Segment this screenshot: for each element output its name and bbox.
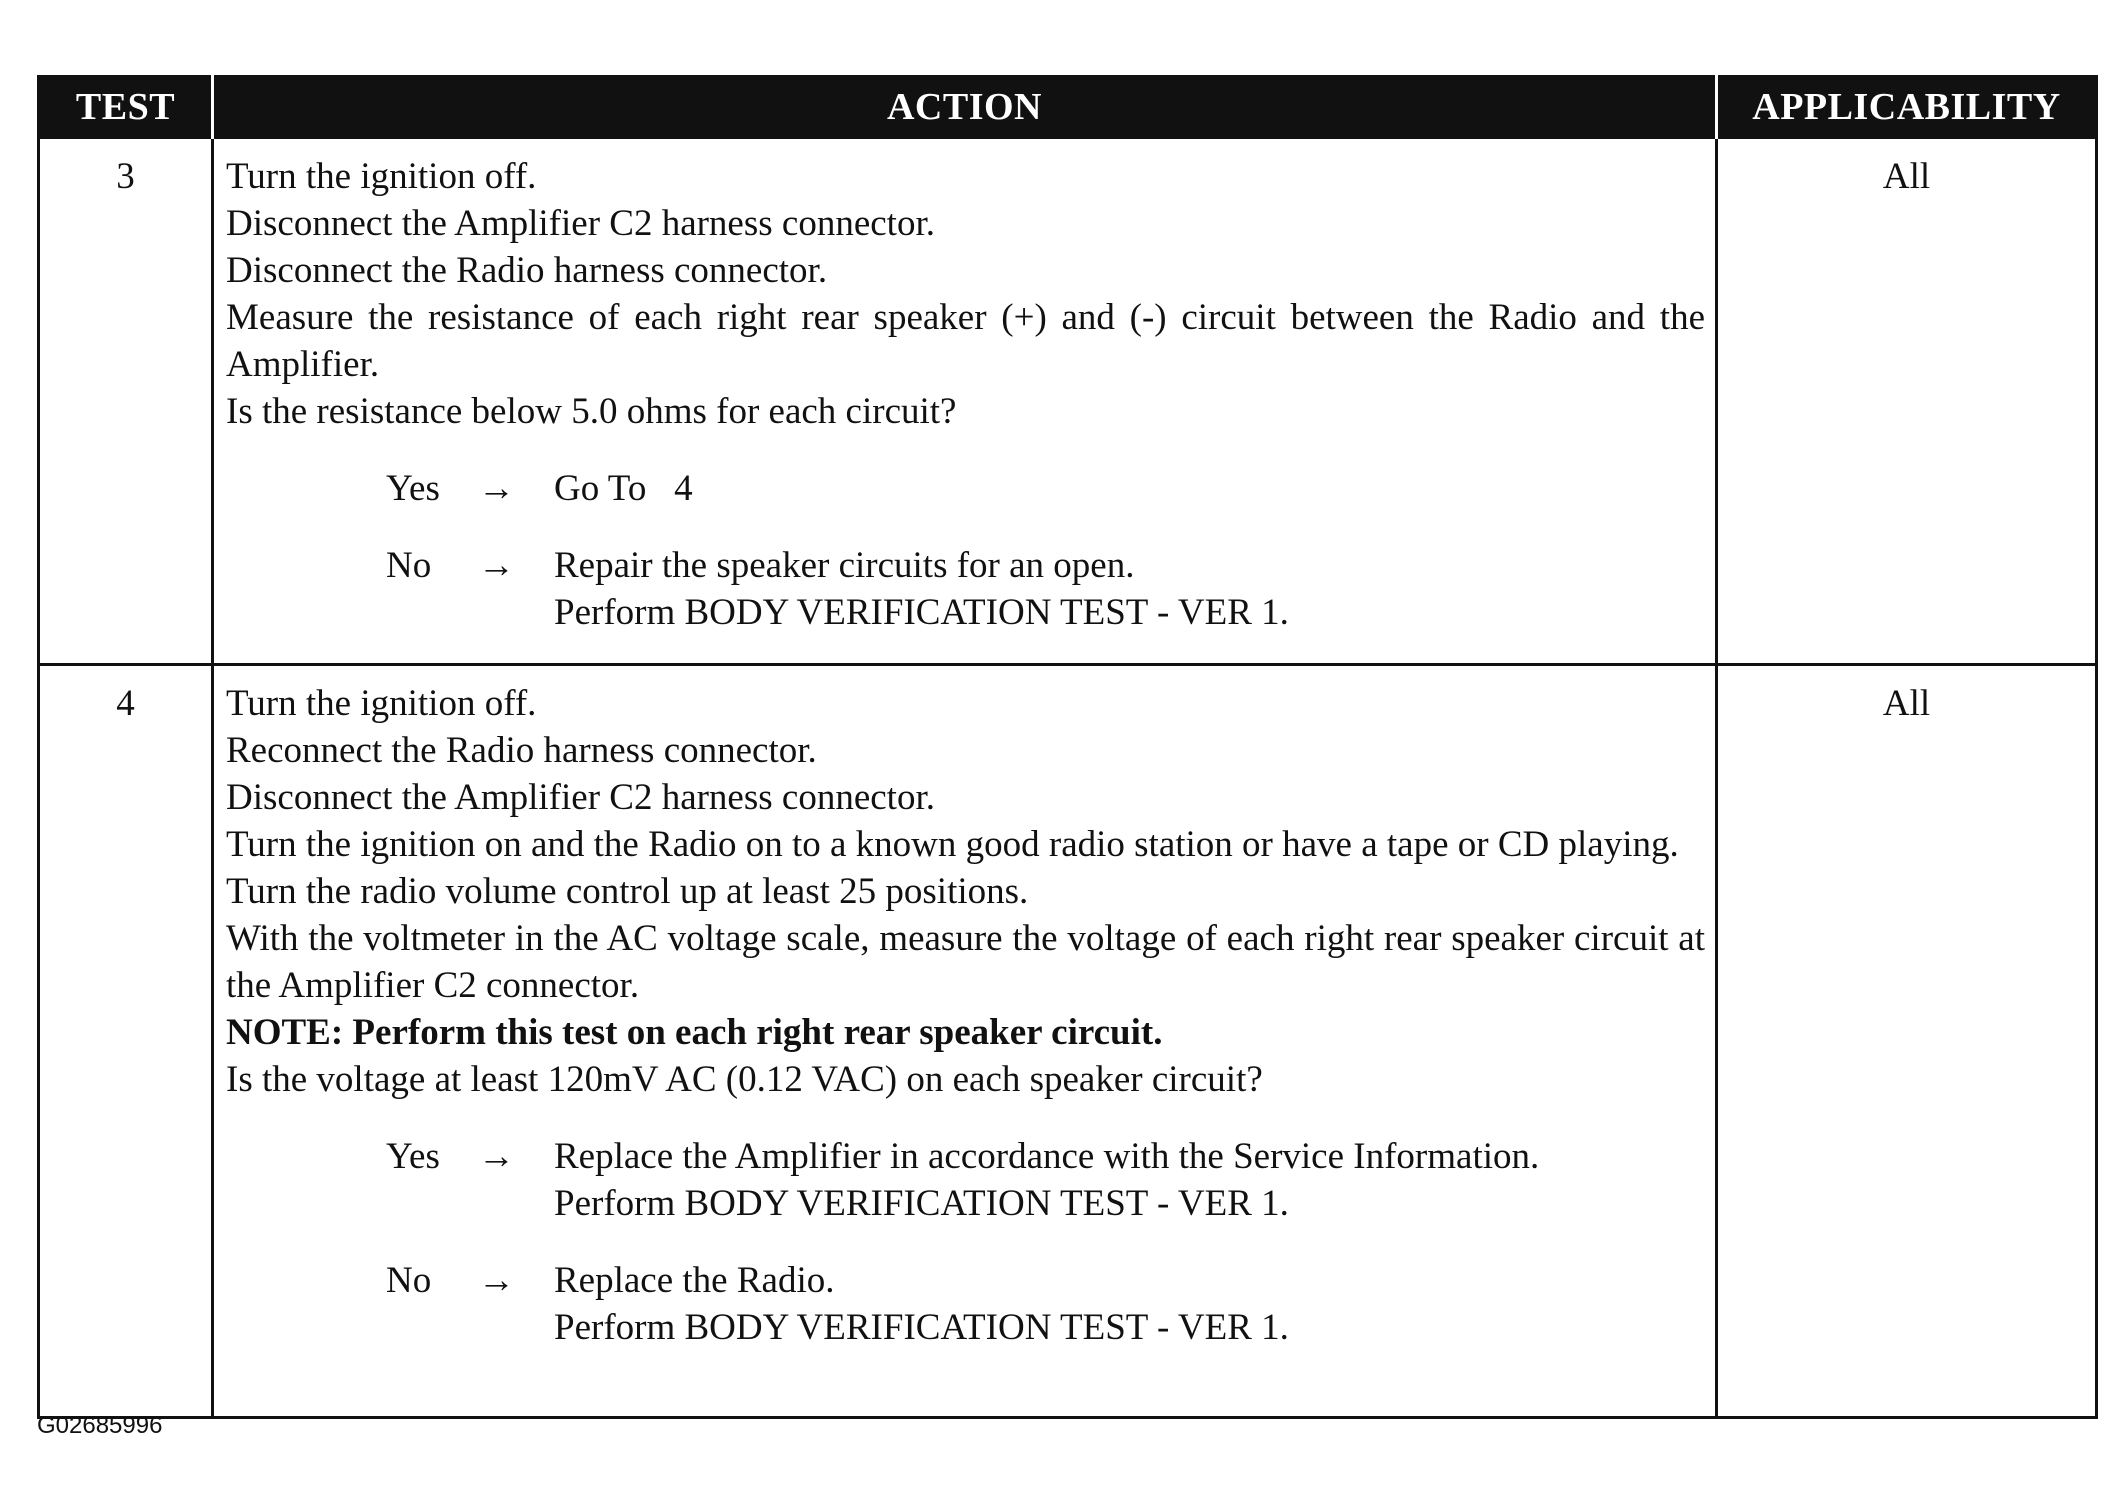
header-test: TEST — [39, 77, 213, 138]
outcome-yes — [386, 465, 1705, 512]
outcome-no-label: No — [386, 545, 432, 586]
action-step: Disconnect the Radio harness connector. — [226, 250, 828, 291]
outcome-line: Perform BODY VERIFICATION TEST - VER 1. — [554, 1307, 1289, 1348]
outcome-no-text — [554, 1257, 1705, 1351]
outcome-no-label: No — [386, 1260, 432, 1301]
table-row-test-4 — [39, 665, 2097, 1418]
outcome-line: Replace the Amplifier in accordance with the Service Information. — [554, 1136, 1540, 1177]
figure-id: G02685996 — [37, 1412, 163, 1439]
action-question: Is the voltage at least 120mV AC (0.12 VAC) on each speaker circuit? — [226, 1059, 1263, 1100]
action-step: Turn the ignition off. — [226, 156, 537, 197]
right-arrow-icon: → — [478, 468, 515, 509]
applicability-value: All — [1717, 665, 2097, 1418]
action-step: Disconnect the Amplifier C2 harness connector. — [226, 777, 935, 818]
header-action: ACTION — [213, 77, 1717, 138]
action-step: Turn the ignition off. — [226, 683, 537, 724]
right-arrow-icon: → — [478, 1136, 515, 1177]
outcome-line: Perform BODY VERIFICATION TEST - VER 1. — [554, 1183, 1289, 1224]
test-number: 3 — [39, 138, 213, 665]
header-applicability: APPLICABILITY — [1717, 77, 2097, 138]
outcome-line: Repair the speaker circuits for an open. — [554, 545, 1135, 586]
test-number: 4 — [39, 665, 213, 1418]
header-row — [39, 77, 2097, 138]
outcome-no — [386, 542, 1705, 636]
applicability-value: All — [1717, 138, 2097, 665]
action-step: Disconnect the Amplifier C2 harness connector. — [226, 203, 935, 244]
action-step: Turn the ignition on and the Radio on to a known good radio station or have a tape or CD playing. — [226, 824, 1679, 865]
action-step: Reconnect the Radio harness connector. — [226, 730, 817, 771]
action-question: Is the resistance below 5.0 ohms for each circuit? — [226, 391, 957, 432]
table-row-test-3 — [39, 138, 2097, 665]
outcome-line: Go To 4 — [554, 468, 693, 509]
action-cell — [213, 665, 1717, 1418]
action-step: With the voltmeter in the AC voltage scale, measure the voltage of each right rear speaker circuit at the Amplifier C2 connector. — [226, 918, 1705, 1006]
right-arrow-icon: → — [478, 1260, 515, 1301]
action-note: NOTE: Perform this test on each right rear speaker circuit. — [226, 1012, 1163, 1053]
outcome-line: Replace the Radio. — [554, 1260, 835, 1301]
outcome-yes — [386, 1133, 1705, 1227]
outcome-yes-label: Yes — [386, 1136, 440, 1177]
outcome-no — [386, 1257, 1705, 1351]
outcome-line: Perform BODY VERIFICATION TEST - VER 1. — [554, 592, 1289, 633]
action-cell — [213, 138, 1717, 665]
outcome-yes-label: Yes — [386, 468, 440, 509]
outcome-yes-text — [554, 1133, 1705, 1227]
diagnostic-test-table — [37, 75, 2098, 1419]
outcome-no-text — [554, 542, 1705, 636]
action-step: Turn the radio volume control up at least 25 positions. — [226, 871, 1029, 912]
action-step: Measure the resistance of each right rear speaker (+) and (-) circuit between the Radio and the Amplifier. — [226, 297, 1705, 385]
right-arrow-icon: → — [478, 545, 515, 586]
outcome-yes-text — [554, 465, 1705, 512]
